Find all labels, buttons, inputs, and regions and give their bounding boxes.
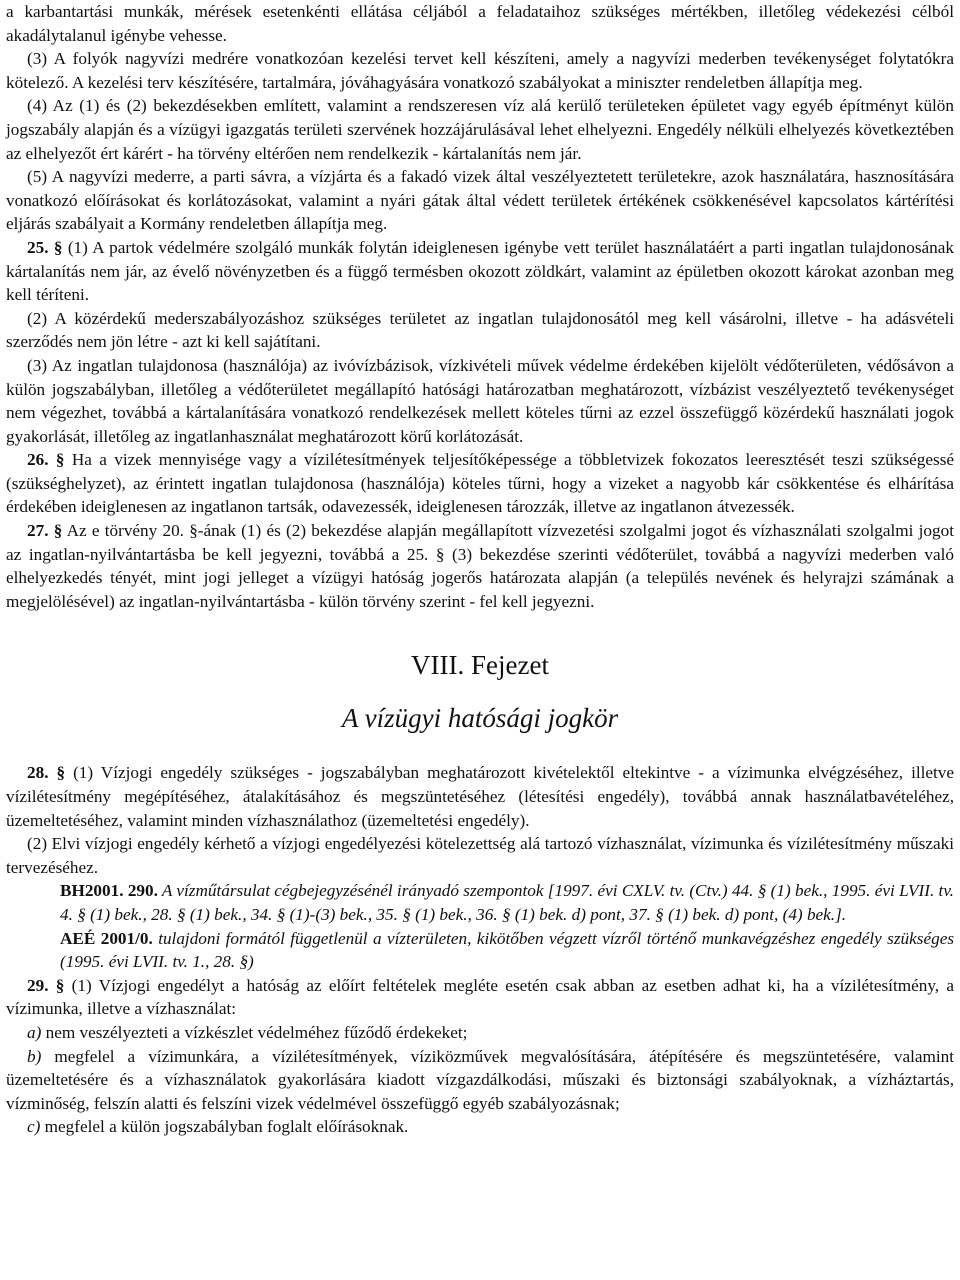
list-text: megfelel a vízimunkára, a vízilétesítmények, víziközművek megvalósítására, átépítésére és megszüntetésére, valamint üzemeltetésére és a vízhasználatok gyakorlására kiadott vízgazdálkodási, műszaki és biztonsági szabályoknak, a vízháztartás, vízminőség, felszín alatti és felszíni vizek védelmével összefüggő egyéb szabályozásnak;: [6, 1046, 955, 1113]
section-sign: §: [53, 521, 63, 541]
paragraph-24-4: (4) Az (1) és (2) bekezdésekben említett, valamint a rendszeresen víz alá kerülő területeken épületet vagy egyéb építményt külön jogszabály alapján és a vízügyi igazgatás területi szervének hozzájárulásával lehet elhelyezni. Engedély nélküli elhelyezés következtében az elhelyezőt ért kárért - ha törvény eltérően nem rendelkezik - kártalanítás nem jár.: [6, 96, 954, 163]
section-text: (1) A partok védelmére szolgáló munkák folytán ideiglenesen igénybe vett terület használatáért a parti ingatlan tulajdonosának kártalanítás nem jár, az évelő növényzetben és a függő termésben okozott zöldkárt, valamint az épületben okozott károkat azonban meg kell téríteni.: [6, 237, 954, 305]
section-text: (1) Vízjogi engedélyt a hatóság az előírt feltételek megléte esetén csak abban az esetben adhat ki, ha a vízilétesítmény, a vízimunka, illetve a vízhasználat:: [6, 975, 955, 1019]
case-note-text: A vízműtársulat cégbejegyzésénél irányadó szempontok [1997. évi CXLV. tv. (Ctv.) 44. § (1) bek., 1995. évi LVII. tv. 4. § (1) bek., 28. § (1) bek., 34. § (1)-(3) bek., 35. § (1) bek., 36. § (1) bek. d) pont, 37. § (1) bek. d) pont, (4) bek.].: [60, 881, 954, 924]
case-note-text: tulajdoni formától függetlenül a vízterületen, kikötőben végzett vízről történő munkavégzéshez engedély szükséges (1995. évi LVII. tv. 1., 28. §): [60, 928, 955, 972]
list-label: a): [27, 1022, 42, 1042]
section-25-paragraph-1: [6, 236, 954, 307]
section-number: 25.: [27, 237, 49, 257]
list-item-c: [6, 1115, 954, 1139]
section-sign: §: [56, 763, 66, 783]
section-29-paragraph-1: [6, 974, 954, 1021]
section-26: [6, 448, 954, 519]
section-number: 28.: [27, 763, 49, 783]
list-label: c): [27, 1117, 41, 1137]
chapter-heading: VIII. Fejezet: [411, 650, 549, 681]
case-note-reference: BH2001. 290.: [60, 881, 158, 901]
paragraph-28-2: (2) Elvi vízjogi engedély kérhető a vízjogi engedélyezési kötelezettség alá tartozó vízhasználat, vízimunka és vízilétesítmény műszaki tervezéséhez.: [6, 834, 954, 877]
list-item-b: [6, 1045, 954, 1116]
case-note-aee: [6, 927, 954, 974]
section-number: 27.: [27, 521, 49, 541]
paragraph-25-2: (2) A közérdekű mederszabályozáshoz szükséges területet az ingatlan tulajdonosától meg kell vásárolni, illetve - ha adásvételi szerződés nem jön létre - azt ki kell sajátítani.: [6, 308, 954, 352]
case-note-bh: [6, 879, 954, 926]
list-label: b): [27, 1046, 42, 1066]
section-sign: §: [55, 450, 65, 470]
section-27: [6, 519, 954, 613]
section-text: Az e törvény 20. §-ának (1) és (2) bekezdése alapján megállapított vízvezetési szolgalmi jogot és vízhasználati szolgalmi jogot az ingatlan-nyilvántartásba be kell jegyezni, továbbá a 25. § (3) bekezdése szerinti védőterület, továbbá a nagyvízi mederben való elhelyezkedés tényét, mint jogi jelleget a vízügyi hatóság jogerős határozata alapján (a település nevének és helyrajzi számának a megjelölésével) az ingatlan-nyilvántartásba - külön törvény szerint - fel kell jegyezni.: [6, 521, 954, 611]
section-sign: §: [55, 975, 65, 995]
case-note-reference: AEÉ 2001/0.: [60, 928, 153, 948]
section-text: Ha a vizek mennyisége vagy a vízilétesítmények teljesítőképessége a többletvizek fokozatos leeresztését teszi szükségessé (szükséghelyzet), az érintett ingatlan tulajdonosa (használója) köteles tűrni, hogy a vizeket a nagyobb kár csökkentése és elhárítása érdekében ideiglenesen az ingatlanon tartsák, odavezessék, ideiglenesen tározzák, illetve az ingatlanon átvezessék.: [6, 450, 955, 517]
section-sign: §: [53, 237, 63, 257]
list-item-a: [6, 1021, 954, 1045]
section-28-paragraph-1: [6, 761, 954, 832]
paragraph-continuation: a karbantartási munkák, mérések esetenkénti ellátása céljából a feladataihoz szükséges mértékben, illetőleg védekezési célból akadálytalanul igénybe vehesse.: [6, 2, 954, 45]
paragraph-25-3: (3) Az ingatlan tulajdonosa (használója) az ivóvízbázisok, vízkivételi művek védelme érdekében kijelölt védőterületen, védősávon a külön jogszabályban, illetőleg a védőterületet megállapító hatósági határozatban meghatározott, vízbázist veszélyeztető tevékenységet nem végezhet, továbbá a kártalanítására vonatkozó rendelkezések mellett köteles tűrni az ezzel összefüggő közérdekű használati jogok gyakorlását, illetőleg az ingatlanhasználat meghatározott körű korlátozását.: [6, 355, 954, 446]
section-number: 26.: [27, 450, 49, 470]
section-number: 29.: [27, 975, 49, 995]
section-text: (1) Vízjogi engedély szükséges - jogszabályban meghatározott kivételektől eltekintve - a vízimunka elvégzéséhez, illetve vízilétesítmény megépítéséhez, átalakításához és megszüntetéséhez (létesítési engedély), továbbá annak használatbavételéhez, üzemeltetéséhez, valamint minden vízhasználathoz (üzemeltetési engedély).: [6, 763, 955, 830]
list-text: nem veszélyezteti a vízkészlet védelméhez fűződő érdekeket;: [45, 1022, 468, 1042]
list-text: megfelel a külön jogszabályban foglalt előírásoknak.: [44, 1117, 409, 1137]
paragraph-24-5: (5) A nagyvízi mederre, a parti sávra, a vízjárta és a fakadó vizek által veszélyeztetett területekre, azok használatára, hasznosítására vonatkozó előírásokat és korlátozásokat, valamint a nyári gátak által védett területek értékének csökkenésével kapcsolatos kártérítési eljárás szabályait a Kormány rendeletben állapítja meg.: [6, 167, 954, 234]
paragraph-24-3: (3) A folyók nagyvízi medrére vonatkozóan kezelési tervet kell készíteni, amely a nagyvízi mederben tevékenységet folytatókra kötelező. A kezelési terv készítésére, tartalmára, jóváhagyására vonatkozó szabályokat a miniszter rendeletben állapítja meg.: [6, 49, 954, 92]
chapter-title: A vízügyi hatósági jogkör: [341, 703, 619, 734]
